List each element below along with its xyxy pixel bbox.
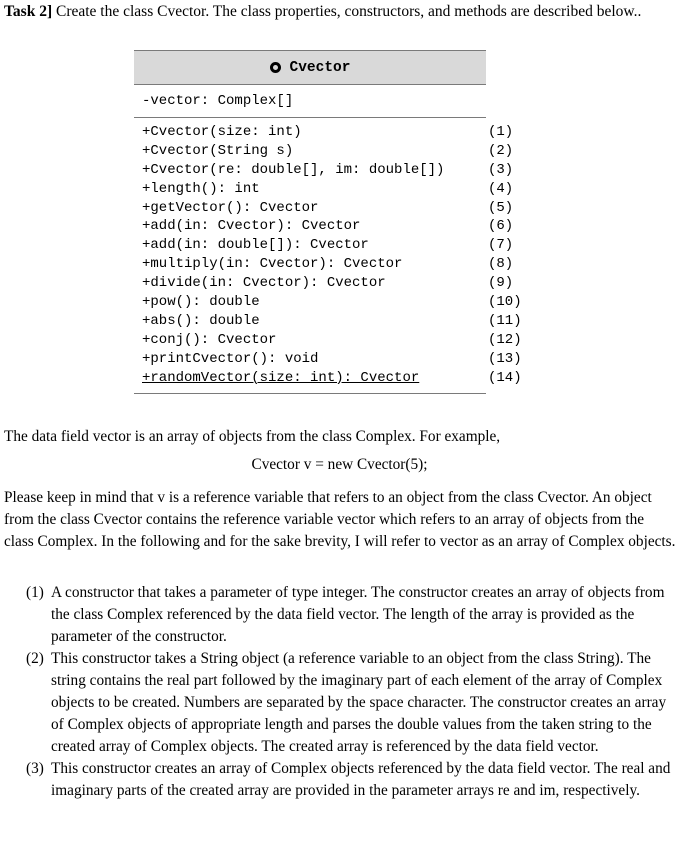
method-number: (4) — [488, 180, 514, 197]
method-number: (6) — [488, 218, 514, 235]
method-row — [134, 236, 514, 255]
task-heading — [4, 3, 676, 21]
method-number: (2) — [488, 142, 514, 159]
class-icon — [270, 62, 281, 73]
method-number: (13) — [488, 350, 522, 367]
method-row — [134, 161, 514, 180]
item-number: (1) — [26, 584, 44, 601]
item-number: (2) — [26, 650, 44, 667]
method-number: (7) — [488, 237, 514, 254]
uml-class-name: Cvector — [289, 59, 351, 76]
method-row — [134, 199, 514, 218]
method-number: (11) — [488, 312, 522, 329]
uml-attribute — [134, 85, 486, 118]
method-row — [134, 123, 514, 142]
method-signature: +getVector(): Cvector — [142, 199, 319, 216]
method-row — [134, 255, 514, 274]
method-number: (8) — [488, 256, 514, 273]
list-item — [26, 758, 676, 802]
method-signature: +length(): int — [142, 180, 260, 197]
method-number: (10) — [488, 294, 522, 311]
method-row — [134, 350, 522, 369]
uml-class-header — [134, 50, 486, 85]
method-number: (3) — [488, 161, 514, 178]
list-item — [26, 582, 676, 648]
code-example: Cvector v = new Cvector(5); — [251, 456, 428, 473]
method-signature: +conj(): Cvector — [142, 331, 277, 348]
method-number: (1) — [488, 124, 514, 140]
method-number: (14) — [488, 369, 522, 386]
item-text: A constructor that takes a parameter of type integer. The constructor creates an array of objects from the class Complex referenced by the data field vector. The length of the array is provided as the parameter of the constructor. — [51, 584, 665, 645]
method-row — [134, 180, 514, 199]
task-label: Task 2] — [4, 3, 53, 20]
method-row — [134, 369, 522, 388]
method-row — [134, 293, 522, 312]
method-row — [134, 142, 514, 161]
method-row — [134, 217, 514, 236]
method-number: (12) — [488, 331, 522, 348]
method-signature: +Cvector(String s) — [142, 142, 294, 159]
paragraph-intro: The data field vector is an array of objects from the class Complex. For example, — [4, 428, 501, 445]
method-signature: +Cvector(size: int) — [142, 124, 302, 140]
method-signature: +divide(in: Cvector): Cvector — [142, 275, 386, 292]
method-signature: +Cvector(re: double[], im: double[]) — [142, 161, 445, 178]
item-number: (3) — [26, 760, 44, 777]
uml-class-diagram — [134, 50, 522, 394]
method-row — [134, 312, 522, 331]
method-number: (9) — [488, 275, 514, 292]
method-signature: +multiply(in: Cvector): Cvector — [142, 256, 403, 273]
method-row — [134, 274, 514, 293]
method-signature: +pow(): double — [142, 294, 260, 311]
list-item — [26, 648, 676, 758]
method-number: (5) — [488, 199, 514, 216]
uml-attribute-text: -vector: Complex[] — [142, 93, 294, 109]
uml-methods — [134, 118, 522, 394]
method-row — [134, 331, 522, 350]
method-signature: +add(in: double[]): Cvector — [142, 237, 369, 254]
method-signature: +abs(): double — [142, 312, 260, 329]
item-text: This constructor creates an array of Complex objects referenced by the data field vector. The real and imaginary parts of the created array are provided in the parameter arrays re and im, respectively. — [51, 760, 671, 799]
task-text: Create the class Cvector. The class properties, constructors, and methods are described below.. — [55, 3, 642, 20]
paragraph-explanation: Please keep in mind that v is a reference variable that refers to an object from the class Cvector. An object from the class Cvector contains the reference variable vector which refers to an array of objects from the class Complex. In the following and for the sake brevity, I will refer to vector as an array of Complex objects. — [4, 489, 676, 550]
method-signature: +printCvector(): void — [142, 350, 319, 367]
method-signature: +add(in: Cvector): Cvector — [142, 218, 361, 235]
static-method-signature: +randomVector(size: int): Cvector — [142, 369, 420, 386]
item-text: This constructor takes a String object (a reference variable to an object from the class String). The string contains the real part followed by the imaginary part of each element of the array of Complex objects to be created. Numbers are separated by the space character. The constructor creates an array of Complex objects of appropriate length and parses the double values from the taken string to the created array of Complex objects. The created array is referenced by the data field vector. — [51, 650, 667, 755]
constructor-descriptions — [26, 582, 676, 802]
